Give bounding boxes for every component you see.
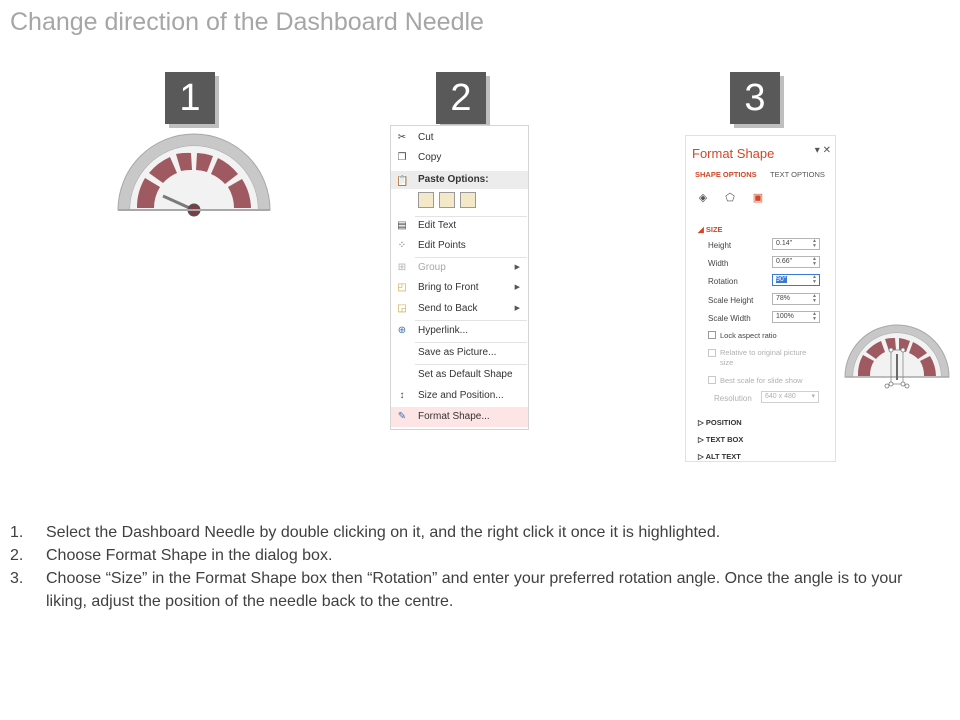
- spinner-icon[interactable]: ▲ ▼: [812, 311, 817, 322]
- submenu-arrow-icon: ▶: [514, 264, 520, 271]
- lock-aspect-label: Lock aspect ratio: [720, 331, 777, 340]
- submenu-arrow-icon: ▶: [514, 305, 520, 312]
- paste-options: [418, 192, 488, 212]
- spinner-icon[interactable]: ▲ ▼: [812, 293, 817, 304]
- best-scale-checkbox[interactable]: [708, 376, 716, 384]
- spinner-icon[interactable]: ▲ ▼: [812, 256, 817, 267]
- fill-line-icon[interactable]: ◈: [698, 192, 708, 204]
- dashboard-gauge-selected[interactable]: [843, 324, 951, 390]
- pane-controls[interactable]: [815, 145, 831, 156]
- send-to-back-icon: ◲: [397, 303, 407, 314]
- instruction-step: [10, 544, 940, 567]
- rotation-field[interactable]: 90° ▲ ▼: [772, 274, 820, 286]
- size-properties-icon[interactable]: ▣: [752, 192, 764, 204]
- menu-item-save-as-picture[interactable]: Save as Picture...: [418, 347, 497, 358]
- instruction-step: [10, 567, 940, 613]
- spinner-icon[interactable]: ▲ ▼: [812, 274, 817, 285]
- step-text: Choose “Size” in the Format Shape box then “Rotation” and enter your preferred rotation angle. Once the angle is to your liking, adjust the position of the needle back to the centre.: [46, 570, 903, 610]
- section-alt-text[interactable]: ▷ ALT TEXT: [698, 452, 741, 461]
- close-icon[interactable]: ✕: [822, 145, 831, 156]
- rotation-label: Rotation: [708, 277, 738, 286]
- paste-picture-icon[interactable]: [460, 192, 476, 208]
- relative-original-checkbox[interactable]: [708, 349, 716, 357]
- menu-item-cut[interactable]: ✂ Cut: [397, 132, 434, 143]
- menu-item-hyperlink[interactable]: ⊕ Hyperlink...: [397, 325, 469, 336]
- menu-item-group[interactable]: ⊞ Group ▶: [391, 258, 528, 278]
- menu-item-set-default-shape[interactable]: Set as Default Shape: [418, 369, 513, 380]
- step-number: 3.: [10, 570, 24, 587]
- section-size[interactable]: ◢ SIZE: [698, 225, 723, 234]
- menu-item-size-and-position[interactable]: ↕ Size and Position...: [391, 386, 528, 406]
- step-number: 1.: [10, 524, 24, 541]
- step-text: Select the Dashboard Needle by double clicking on it, and the right click it once it is highlighted.: [46, 524, 721, 541]
- format-shape-pane: [685, 135, 836, 462]
- paste-options-header: 📋 Paste Options:: [391, 171, 528, 189]
- lock-aspect-checkbox[interactable]: [708, 331, 716, 339]
- chevron-down-icon: ▾: [811, 393, 815, 400]
- page-title: Change direction of the Dashboard Needle: [10, 8, 484, 36]
- width-label: Width: [708, 259, 729, 268]
- effects-icon[interactable]: ⬠: [725, 192, 735, 204]
- menu-item-copy[interactable]: ❐ Copy: [397, 152, 442, 163]
- pane-category-icons: [696, 191, 776, 207]
- size-position-icon: ↕: [399, 390, 405, 401]
- section-text-box[interactable]: ▷ TEXT BOX: [698, 435, 744, 444]
- menu-item-format-shape[interactable]: ✎ Format Shape...: [391, 407, 528, 427]
- pane-title: Format Shape: [692, 146, 775, 161]
- submenu-arrow-icon: ▶: [514, 284, 520, 291]
- step-badge-1: 1: [165, 72, 215, 124]
- height-label: Height: [708, 241, 732, 250]
- spinner-icon[interactable]: ▲ ▼: [812, 238, 817, 249]
- edit-text-icon: ▤: [397, 220, 407, 231]
- scale-height-field[interactable]: 78% ▲ ▼: [772, 293, 820, 305]
- relative-original-label: Relative to original picture size: [720, 348, 807, 367]
- resolution-label: Resolution: [714, 394, 752, 403]
- copy-icon: ❐: [397, 152, 407, 163]
- scale-width-field[interactable]: 100% ▲ ▼: [772, 311, 820, 323]
- menu-item-bring-to-front[interactable]: ◰ Bring to Front ▶: [391, 278, 528, 298]
- height-field[interactable]: 0.14" ▲ ▼: [772, 238, 820, 250]
- tab-text-options[interactable]: TEXT OPTIONS: [770, 170, 825, 179]
- step-badge-3: 3: [730, 72, 780, 124]
- step-number: 2.: [10, 547, 24, 564]
- instruction-list: [10, 521, 940, 613]
- scale-height-label: Scale Height: [708, 296, 754, 305]
- edit-points-icon: ⁘: [397, 240, 407, 251]
- instruction-step: [10, 521, 940, 544]
- menu-item-edit-text[interactable]: ▤ Edit Text: [397, 220, 457, 231]
- format-shape-icon: ✎: [397, 411, 407, 422]
- resolution-select[interactable]: 640 x 480 ▾: [761, 391, 819, 403]
- best-scale-label: Best scale for slide show: [720, 376, 803, 385]
- bring-to-front-icon: ◰: [397, 282, 407, 293]
- paste-keep-formatting-icon[interactable]: [418, 192, 434, 208]
- scissors-icon: ✂: [397, 132, 407, 143]
- dashboard-gauge[interactable]: [115, 132, 273, 217]
- hyperlink-icon: ⊕: [397, 325, 407, 336]
- width-field[interactable]: 0.66" ▲ ▼: [772, 256, 820, 268]
- paste-use-destination-icon[interactable]: [439, 192, 455, 208]
- tab-shape-options[interactable]: SHAPE OPTIONS: [695, 170, 757, 179]
- clipboard-icon: 📋: [396, 176, 409, 187]
- menu-item-edit-points[interactable]: ⁘ Edit Points: [397, 240, 466, 251]
- menu-item-send-to-back[interactable]: ◲ Send to Back ▶: [391, 299, 528, 319]
- group-icon: ⊞: [397, 262, 407, 273]
- context-menu: [390, 125, 529, 430]
- step-text: Choose Format Shape in the dialog box.: [46, 547, 333, 564]
- dropdown-icon[interactable]: ▾: [814, 145, 820, 156]
- step-badge-2: 2: [436, 72, 486, 124]
- scale-width-label: Scale Width: [708, 314, 751, 323]
- section-position[interactable]: ▷ POSITION: [698, 418, 742, 427]
